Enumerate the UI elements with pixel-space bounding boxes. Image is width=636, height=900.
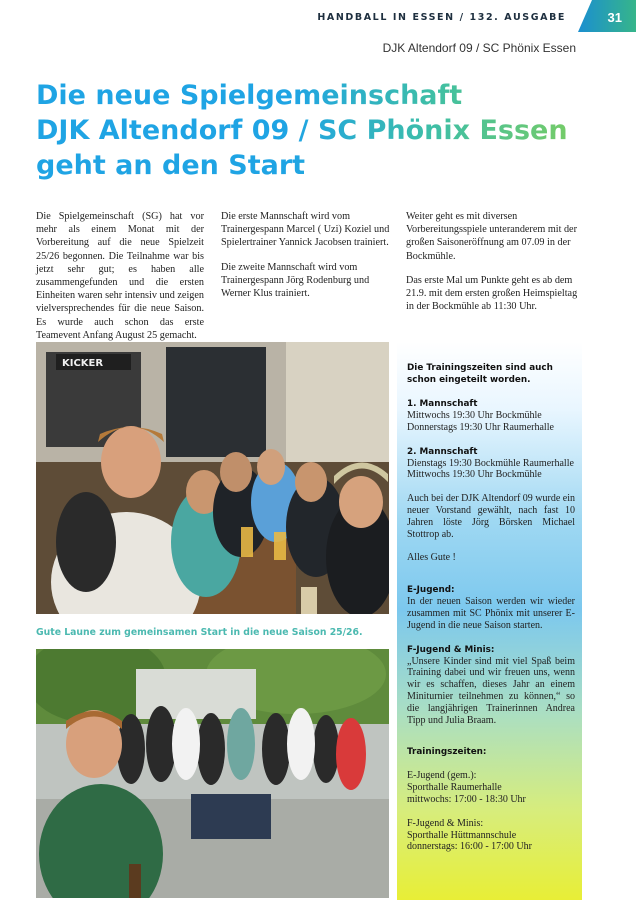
team1-time: Mittwochs 19:30 Uhr Bockmühle <box>407 410 542 421</box>
f-times-line: F-Jugend & Minis: <box>407 817 484 829</box>
board-text: Auch bei der DJK Altendorf 09 wurde ein neuer Vorstand gewählt, nach fast 10 Jahren löste Jörg Börsken Michael Stottrop ab. <box>407 493 576 540</box>
text-column-3 <box>406 210 578 324</box>
paragraph: Das erste Mal um Punkte geht es ab dem 21.9. mit dem ersten großen Heimspieltag in der Bockmühle ab 11:30 Uhr. <box>406 274 578 313</box>
kicker-sign: KICKER <box>62 358 104 369</box>
team2-time: Mittwochs 19:30 Uhr Bockmühle <box>407 469 542 481</box>
page-subtitle: DJK Altendorf 09 / SC Phönix Essen <box>382 41 576 55</box>
f-times-line: donnerstags: 16:00 - 17:00 Uhr <box>407 841 532 853</box>
sidebar-text <box>407 362 575 853</box>
team2-time: Dienstags 19:30 Bockmühle Raumerhalle <box>407 457 574 469</box>
fjugend-title: F-Jugend & Minis: <box>407 644 495 655</box>
paragraph: Weiter geht es mit diversen Vorbereitungsspiele unteranderem mit der großen Saisoneröffnung am 07.09 in der Bockmühle. <box>406 211 577 262</box>
e-times-line: E-Jugend (gem.): <box>407 770 477 782</box>
text-column-1 <box>36 210 204 353</box>
team1-title: 1. Mannschaft <box>407 399 478 409</box>
article-title <box>36 78 606 183</box>
greeting: Alles Gute ! <box>407 552 456 564</box>
e-times-line: Sporthalle Raumerhalle <box>407 782 502 794</box>
e-times-line: mittwochs: 17:00 - 18:30 Uhr <box>407 793 526 805</box>
fjugend-text: „Unsere Kinder sind mit viel Spaß beim Training dabei und wir freuen uns, wenn wir es schaffen, dieses Jahr an einem Miniturnier teilnehmen zu können,“ so die langjährigen Trainerinnen Andrea Tipp und Julia Braam. <box>407 655 575 726</box>
paragraph: Die erste Mannschaft wird vom Trainergespann Marcel ( Uzi) Koziel und Spielertrainer Yannick Jacobsen trainiert. <box>221 211 390 249</box>
times-title: Trainingszeiten: <box>407 747 487 758</box>
team-bar-photo <box>36 342 389 614</box>
ejugend-text: In der neuen Saison werden wir wieder zusammen mit SC Phönix mit unserer E-Jugend in die neue Saison starten. <box>407 596 575 631</box>
magazine-header: HANDBALL IN ESSEN / 132. AUSGABE <box>317 12 566 23</box>
text-column-2 <box>221 210 391 311</box>
paragraph: Die zweite Mannschaft wird vom Trainergespann Jörg Rodenburg und Werner Klus trainiert. <box>221 261 370 300</box>
title-line: Die neue Spielgemeinschaft <box>36 80 463 111</box>
title-line: geht an den Start <box>36 150 306 181</box>
f-times-line: Sporthalle Hüttmannschule <box>407 829 517 841</box>
photo-caption: Gute Laune zum gemeinsamen Start in die neue Saison 25/26. <box>36 627 363 638</box>
team-outdoor-photo <box>36 649 389 898</box>
title-line: DJK Altendorf 09 / SC Phönix Essen <box>36 115 568 146</box>
paragraph: Die Spielgemeinschaft (SG) hat vor mehr als einem Monat mit der Vorbereitung auf die neue Spielzeit 25/26 begonnen. Die Teilnahme war bis jetzt sehr gut; es haben alle zusammengefunden und die ersten Einheiten waren sehr intensiv und zeigen vielversprechendes für die neue Saison. Es wurde auch schon das erste Teamevent Anfang August 25 gemacht. <box>36 211 204 341</box>
sidebar-intro: Die Trainingszeiten sind auch schon eingeteilt worden. <box>407 363 553 385</box>
page-number: 31 <box>607 10 622 25</box>
ejugend-title: E-Jugend: <box>407 585 455 596</box>
team1-time: Donnerstags 19:30 Uhr Raumerhalle <box>407 421 554 433</box>
team2-title: 2. Mannschaft <box>407 446 478 457</box>
